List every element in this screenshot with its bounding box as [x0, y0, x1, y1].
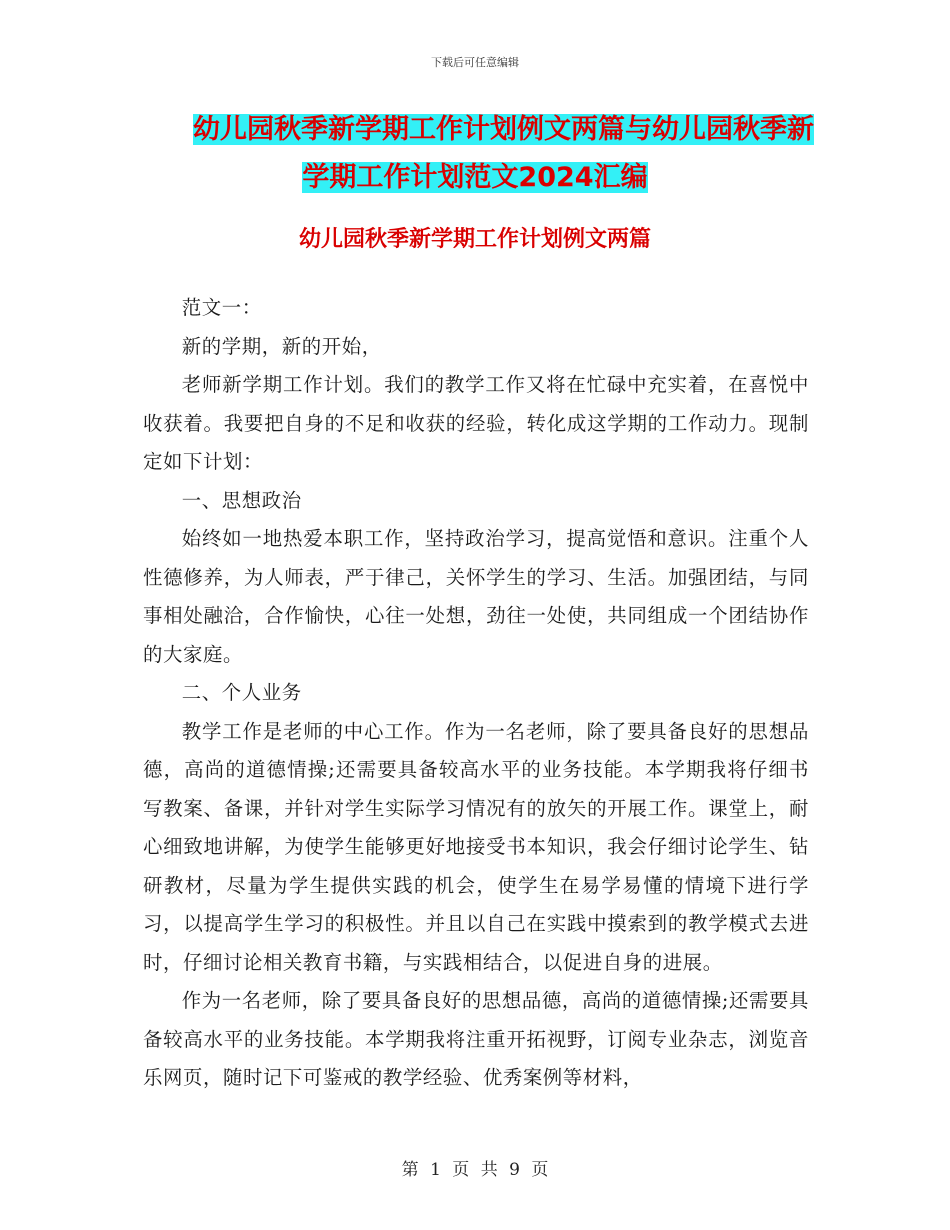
title-line-2 [138, 154, 812, 202]
paragraph: 一、思想政治 [181, 488, 302, 512]
paragraph: 老师新学期工作计划。我们的教学工作又将在忙碌中充实着，在喜悦中收获着。我要把自身的不足和收获的经验，转化成这学期的工作动力。现制定如下计划： [143, 373, 809, 473]
paragraph: 新的学期，新的开始， [181, 334, 382, 358]
body-text [143, 289, 809, 1098]
title-line-1-text: 幼儿园秋季新学期工作计划例文两篇与幼儿园秋季新 [193, 114, 814, 145]
page-footer: 第 1 页 共 9 页 [401, 1160, 549, 1180]
paragraph: 教学工作是老师的中心工作。作为一名老师，除了要具备良好的思想品德，高尚的道德情操;还需要具备较高水平的业务技能。本学期我将仔细书写教案、备课，并针对学生实际学习情况有的放矢的开展工作。课堂上，耐心细致地讲解，为使学生能够更好地接受书本知识，我会仔细讨论学生、钻研教材，尽量为学生提供实践的机会，使学生在易学易懂的情境下进行学习，以提高学生学习的积极性。并且以自己在实践中摸索到的教学模式去进时，仔细讨论相关教育书籍，与实践相结合，以促进自身的进展。 [143, 719, 809, 974]
title-line-2-text: 学期工作计划范文2024汇编 [302, 162, 648, 193]
title-line-1 [138, 106, 812, 154]
header-note: 下载后可任意编辑 [431, 56, 519, 69]
section-title: 幼儿园秋季新学期工作计划例文两篇 [298, 227, 651, 252]
paragraph: 始终如一地热爱本职工作，坚持政治学习，提高觉悟和意识。注重个人性德修养，为人师表，严于律己，关怀学生的学习、生活。加强团结，与同事相处融洽，合作愉快，心往一处想，劲往一处使，共同组成一个团结协作的大家庭。 [143, 527, 809, 666]
paragraph: 范文一： [181, 296, 262, 319]
paragraph: 作为一名老师，除了要具备良好的思想品德，高尚的道德情操;还需要具备较高水平的业务技能。本学期我将注重开拓视野，订阅专业杂志，浏览音乐网页，随时记下可鉴戒的教学经验、优秀案例等材料， [143, 989, 809, 1089]
document-title [138, 106, 812, 202]
paragraph: 二、个人业务 [181, 681, 302, 704]
